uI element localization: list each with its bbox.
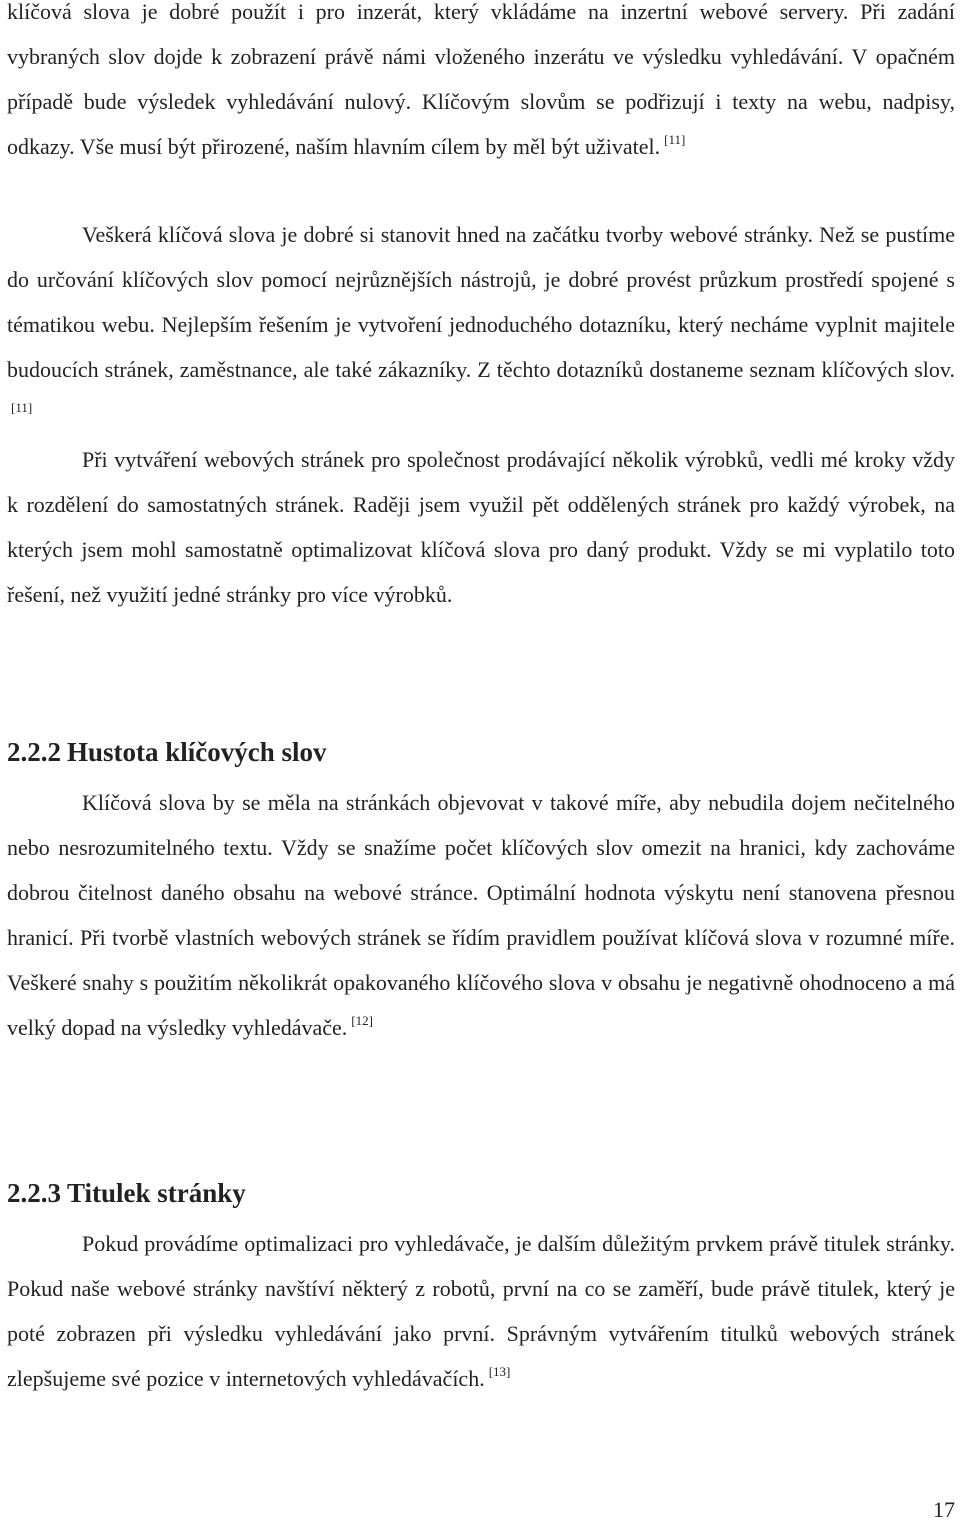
paragraph-text: Klíčová slova by se měla na stránkách objevovat v takové míře, aby nebudila dojem nečitelného nebo nesrozumitelného textu. Vždy se snažíme počet klíčových slov omezit na hranici, kdy zachováme dobrou čitelnost daného obsahu na webové stránce. Optimální hodnota výskytu není stanovena přesnou hranicí. Při tvorbě vlastních webových stránek se řídím pravidlem používat klíčová slova v rozumné míře. Veškeré snahy s použitím několikrát opakovaného klíčového slova v obsahu je negativně ohodnoceno a má velký dopad na výsledky vyhledávače. (7, 790, 955, 1040)
citation-reference: [11] (664, 132, 686, 147)
paragraph-text: klíčová slova je dobré použít i pro inzerát, který vkládáme na inzertní webové servery. Při zadání vybraných slov dojde k zobrazení právě námi vloženého inzerátu ve výsledku vyhledávání. V opačném případě bude výsledek vyhledávání nulový. Klíčovým slovům se podřizují i texty na webu, nadpisy, odkazy. Vše musí být přirozené, naším hlavním cílem by měl být uživatel. (7, 0, 955, 159)
paragraph (7, 437, 955, 617)
paragraph (7, 780, 955, 1050)
paragraph (7, 1221, 955, 1401)
paragraph-text: Při vytváření webových stránek pro společnost prodávající několik výrobků, vedli mé kroky vždy k rozdělení do samostatných stránek. Raději jsem využil pět oddělených stránek pro každý výrobek, na kterých jsem mohl samostatně optimalizovat klíčová slova pro daný produkt. Vždy se mi vyplatilo toto řešení, než využití jedné stránky pro více výrobků. (7, 447, 955, 607)
section-title: Titulek stránky (67, 1178, 246, 1208)
citation-reference: [12] (351, 1013, 373, 1028)
citation-reference: [11] (11, 400, 33, 415)
paragraph-text: Veškerá klíčová slova je dobré si stanovit hned na začátku tvorby webové stránky. Než se pustíme do určování klíčových slov pomocí nejrůznějších nástrojů, je dobré provést průzkum prostředí spojené s tématikou webu. Nejlepším řešením je vytvoření jednoduchého dotazníku, který necháme vyplnit majitele budoucích stránek, zaměstnance, ale také zákazníky. Z těchto dotazníků dostaneme seznam klíčových slov. (7, 222, 955, 382)
citation-reference: [13] (488, 1364, 511, 1379)
section-heading (7, 737, 327, 767)
paragraph (7, 212, 955, 437)
section-heading (7, 1178, 246, 1208)
paragraph-text: Pokud provádíme optimalizaci pro vyhledávače, je dalším důležitým prvkem právě titulek stránky. Pokud naše webové stránky navštíví některý z robotů, první na co se zaměří, bude právě titulek, který je poté zobrazen při výsledku vyhledávání jako první. Správným vytvářením titulků webových stránek zlepšujeme své pozice v internetových vyhledávačích. (7, 1231, 955, 1391)
paragraph (7, 0, 955, 169)
section-title: Hustota klíčových slov (67, 737, 327, 767)
section-number: 2.2.3 (7, 1178, 61, 1208)
page-number: 17 (933, 1497, 955, 1522)
section-number: 2.2.2 (7, 737, 61, 767)
